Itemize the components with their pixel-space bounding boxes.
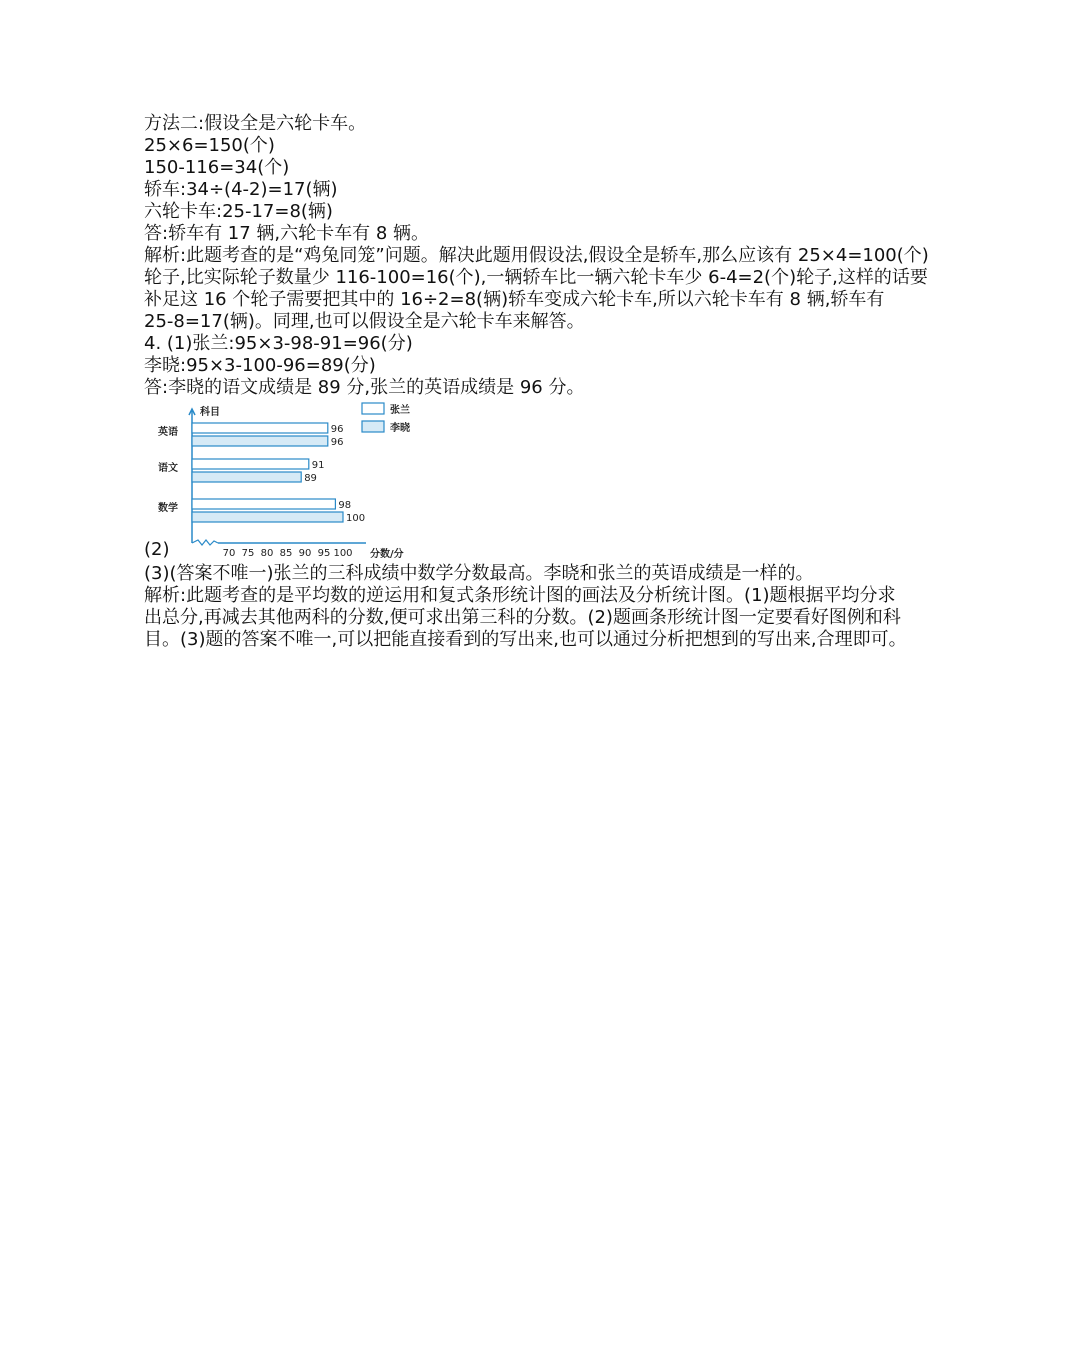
text-line-bottom-3: 目。(3)题的答案不唯一,可以把能直接看到的写出来,也可以通过分析把想到的写出来,合理即可。 [144,629,907,650]
text-line-bottom-1: 解析:此题考查的是平均数的逆运用和复式条形统计图的画法及分析统计图。(1)题根据平均分求 [144,585,896,606]
legend-swatch [362,403,384,414]
bar-value-label: 91 [311,460,325,471]
text-line-bottom-2: 出总分,再减去其他两科的分数,便可求出第三科的分数。(2)题画条形统计图一定要看好图例和科 [144,607,901,628]
bar-value-label: 100 [346,513,366,524]
text-line-9: 25-8=17(辆)。同理,也可以假设全是六轮卡车来解答。 [144,311,585,332]
text-line-6: 解析:此题考查的是“鸡兔同笼”问题。解决此题用假设法,假设全是轿车,那么应该有 25×4=100(个) [144,245,929,266]
bar [192,499,335,509]
x-tick-label: 80 [260,548,274,559]
text-line-3: 轿车:34÷(4-2)=17(辆) [144,179,338,200]
chart-row [144,401,944,561]
category-label: 语文 [158,463,178,474]
bar [192,472,301,482]
axis-break [192,540,218,545]
x-tick-label: 85 [279,548,293,559]
legend-label: 张兰 [390,405,410,416]
bar [192,459,309,469]
bar-value-label: 89 [304,473,317,484]
category-label: 数学 [158,503,178,514]
x-tick-label: 90 [298,548,312,559]
solution-lines-bottom [144,563,944,651]
text-line-7: 轮子,比实际轮子数量少 116-100=16(个),一辆轿车比一辆六轮卡车少 6-4=2(个)轮子,这样的话要 [144,267,928,288]
text-line-11: 李晓:95×3-100-96=89(分) [144,355,376,376]
solution-lines-top [144,113,944,399]
text-line-5: 答:轿车有 17 辆,六轮卡车有 8 辆。 [144,223,430,244]
text-line-4: 六轮卡车:25-17=8(辆) [144,201,333,222]
x-tick-label: 70 [222,548,236,559]
answer-content [144,113,944,651]
text-line-12: 答:李晓的语文成绩是 89 分,张兰的英语成绩是 96 分。 [144,377,585,398]
x-axis-label: 分数/分 [370,549,404,560]
legend-label: 李晓 [390,423,410,434]
x-tick-label: 75 [241,548,255,559]
bar-value-label: 98 [338,500,352,511]
text-line-2: 150-116=34(个) [144,157,290,178]
text-line-8: 补足这 16 个轮子需要把其中的 16÷2=8(辆)轿车变成六轮卡车,所以六轮卡车有 8 辆,轿车有 [144,289,885,310]
category-label: 英语 [158,427,178,438]
bar [192,423,328,433]
bar-value-label: 96 [330,424,344,435]
x-tick-label: 95 [317,548,331,559]
bar [192,512,343,522]
text-line-10: 4. (1)张兰:95×3-98-91=96(分) [144,333,413,354]
bar-chart [144,401,434,561]
y-axis-label: 科目 [200,407,220,418]
chart-label: (2) [144,539,170,560]
legend-swatch [362,421,384,432]
x-tick-label: 100 [333,548,353,559]
bar-value-label: 96 [330,437,344,448]
text-line-bottom-0: (3)(答案不唯一)张兰的三科成绩中数学分数最高。李晓和张兰的英语成绩是一样的。 [144,563,814,584]
text-line-0: 方法二:假设全是六轮卡车。 [144,113,367,134]
text-line-1: 25×6=150(个) [144,135,275,156]
bar [192,436,328,446]
